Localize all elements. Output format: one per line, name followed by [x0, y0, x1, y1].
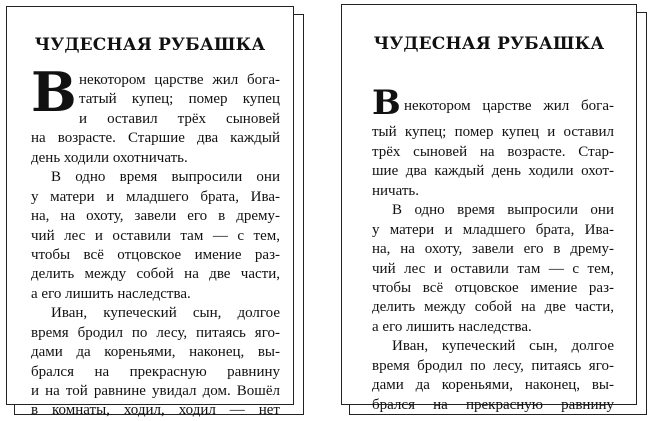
text-line: дами да кореньями, наконец, вы- — [372, 377, 614, 394]
right-page-text — [372, 98, 614, 415]
text-line: на, на охоту, завели его в дрему- — [31, 208, 280, 225]
text-line: чтобы всё отцовское имение раз- — [31, 246, 280, 263]
right-page-drop-cap: В — [372, 83, 401, 123]
right-page — [341, 4, 637, 413]
text-line: трёх сыновей на возрасте. Стар- — [372, 143, 614, 160]
right-page-title: ЧУДЕСНАЯ РУБАШКА — [373, 34, 605, 54]
text-line: чий лес и оставили там — с тем, — [372, 260, 614, 277]
text-line: татый купец; помер купец — [79, 91, 280, 108]
text-line: в комнаты, ходил, ходил — нет — [31, 402, 280, 419]
text-line: Иван, купеческий сын, долгое — [392, 338, 614, 355]
text-line: делить между собой на две части, — [372, 299, 614, 316]
text-line: некотором царстве жил бога- — [404, 98, 614, 114]
text-line: тый купец; помер купец и оставил — [372, 124, 614, 141]
text-line: шие два каждый день ходили охот- — [372, 163, 614, 180]
left-page-text — [31, 71, 280, 421]
text-line: у матери и младшего брата, Ива- — [31, 188, 280, 205]
text-line: Иван, купеческий сын, долгое — [51, 305, 280, 322]
left-page — [6, 6, 294, 419]
left-page-drop-cap: В — [31, 60, 77, 124]
text-line: на возрасте. Старшие два каждый — [31, 130, 280, 147]
text-line: у матери и младшего брата, Ива- — [372, 221, 614, 238]
text-line: на, на охоту, завели его в дрему- — [372, 241, 614, 258]
text-line: В одно время выпросили они — [392, 202, 614, 219]
text-line: время бродил по лесу, питаясь яго- — [372, 357, 614, 374]
text-line: а его лишить наследства. — [372, 318, 532, 335]
text-line: и на той равнине увидал дом. Вошёл — [31, 383, 280, 399]
text-line: брался на прекрасную равнину — [372, 396, 614, 413]
text-line: день ходили охотничать. — [31, 149, 188, 166]
text-line: чтобы всё отцовское имение раз- — [372, 279, 614, 296]
left-page-title: ЧУДЕСНАЯ РУБАШКА — [34, 35, 266, 55]
text-line: а его лишить наследства. — [31, 285, 191, 302]
text-line: ничать. — [372, 182, 420, 199]
text-line: дами да кореньями, наконец, вы- — [31, 344, 280, 361]
text-line: и оставил трёх сыновей — [79, 110, 280, 127]
text-line: В одно время выпросили они — [51, 169, 280, 186]
text-line: некотором царстве жил бога- — [79, 72, 280, 88]
text-line: брался на прекрасную равнину — [31, 363, 280, 380]
text-line: чий лес и оставили там — с тем, — [31, 227, 280, 244]
text-line: время бродил по лесу, питаясь яго- — [31, 324, 280, 341]
text-line: делить между собой на две части, — [31, 266, 280, 283]
